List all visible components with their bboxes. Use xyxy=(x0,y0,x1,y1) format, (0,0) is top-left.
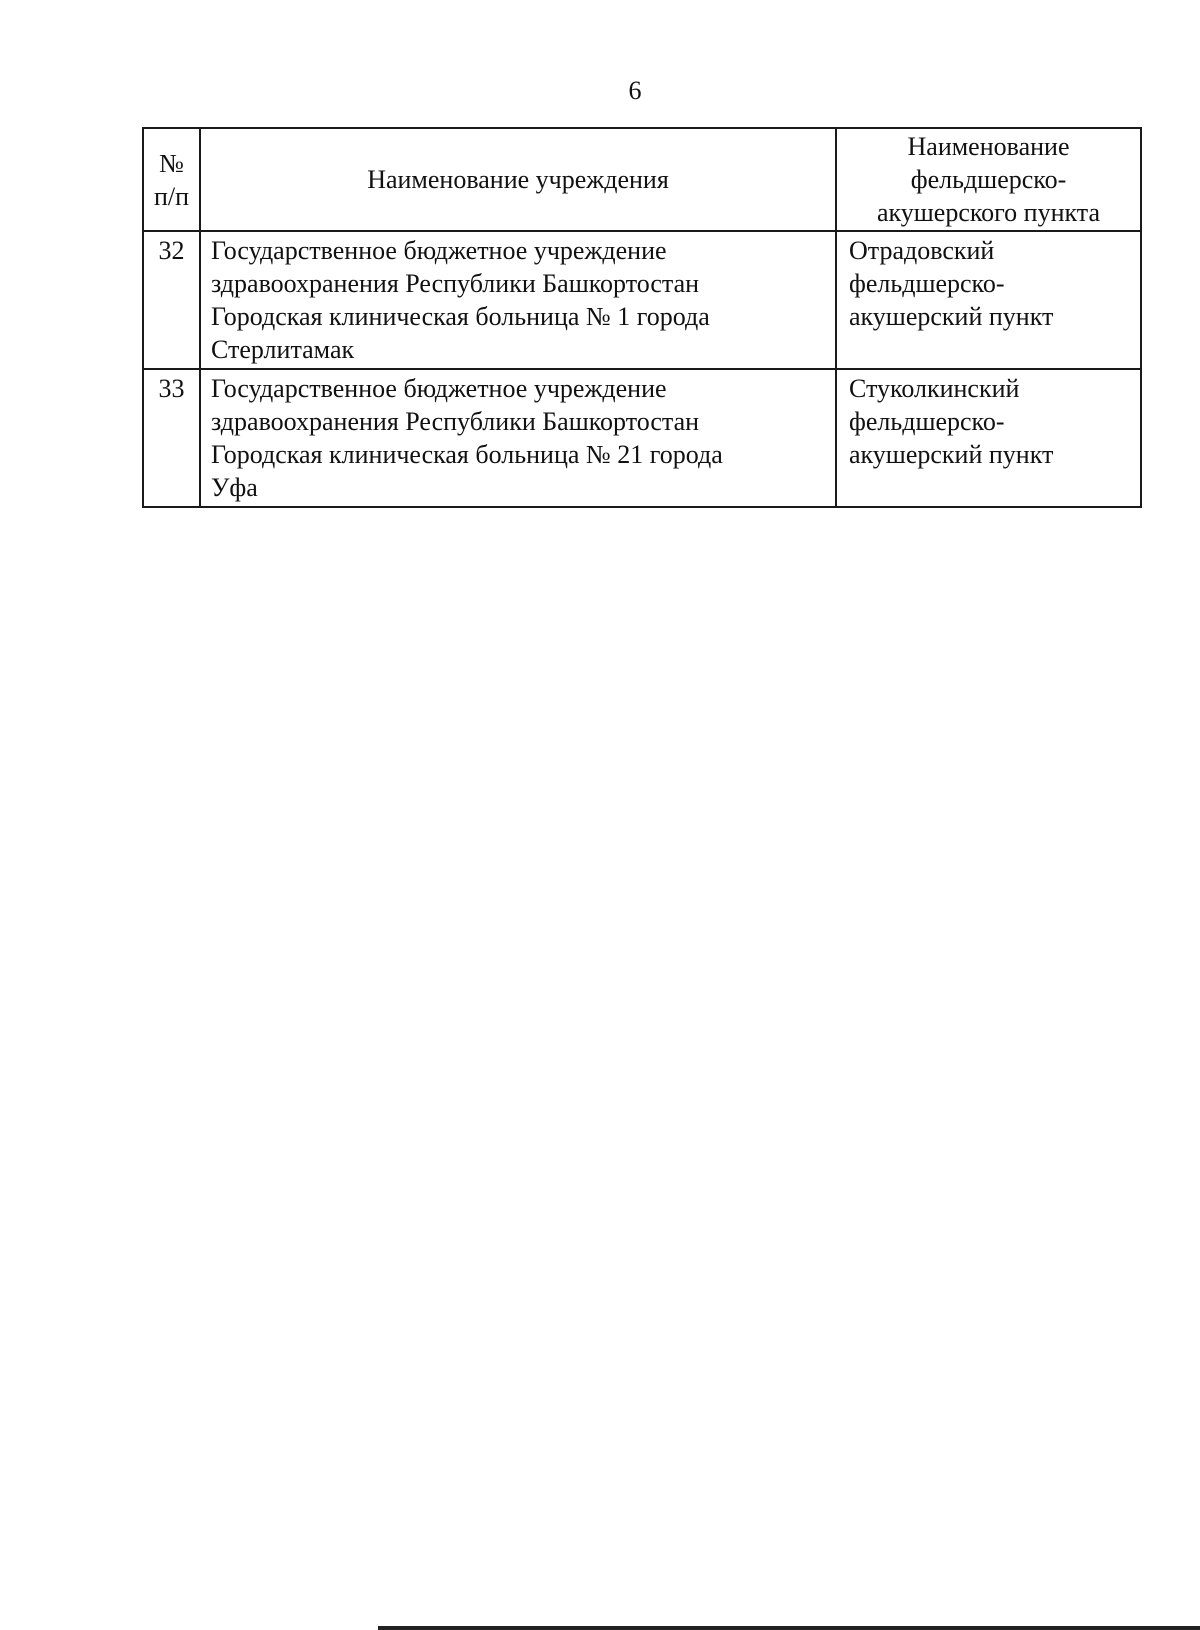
header-fap-label: Наименование фельдшерско- акушерского пункта xyxy=(876,132,1101,227)
row-fap: Отрадовский фельдшерско- акушерский пункт xyxy=(849,236,1054,331)
table-row xyxy=(143,369,1141,507)
row-fap: Стуколкинский фельдшерско- акушерский пункт xyxy=(849,374,1054,469)
row-number: 33 xyxy=(158,374,185,403)
row-fap-cell xyxy=(836,369,1141,507)
header-number-label: № п/п xyxy=(153,148,190,211)
header-fap xyxy=(836,128,1141,231)
bottom-scan-edge xyxy=(378,1626,1200,1630)
row-number: 32 xyxy=(158,236,185,265)
row-fap-cell xyxy=(836,231,1141,369)
table-row xyxy=(143,231,1141,369)
table-header-row xyxy=(143,128,1141,231)
row-institution: Государственное бюджетное учреждение здравоохранения Республики Башкортостан Городская клиническая больница № 21 города Уфа xyxy=(211,374,723,502)
row-number-cell xyxy=(143,231,200,369)
row-institution-cell xyxy=(200,231,836,369)
header-institution-label: Наименование учреждения xyxy=(367,165,669,194)
header-institution xyxy=(200,128,836,231)
page-number: 6 xyxy=(628,76,642,105)
row-institution-cell xyxy=(200,369,836,507)
row-institution: Государственное бюджетное учреждение здравоохранения Республики Башкортостан Городская клиническая больница № 1 города Стерлитамак xyxy=(211,236,710,364)
header-number xyxy=(143,128,200,231)
row-number-cell xyxy=(143,369,200,507)
institutions-table xyxy=(142,127,1142,508)
